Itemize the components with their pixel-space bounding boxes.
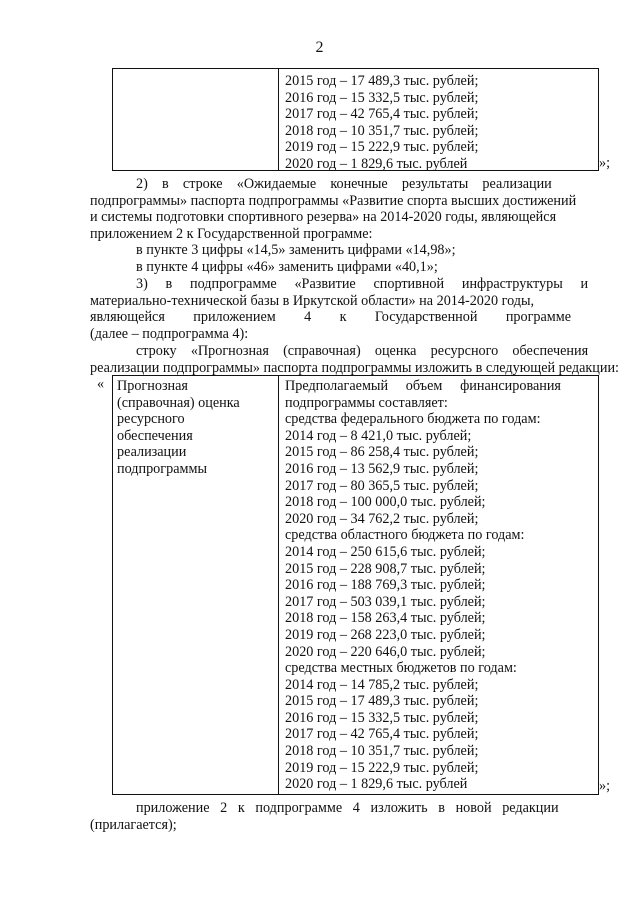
paragraph-line: 2) в строке «Ожидаемые конечные результаты реализации [136,176,552,192]
paragraph-line: в пункте 4 цифры «46» заменить цифрами «40,1»; [136,258,438,275]
table-line: 2018 год – 158 263,4 тыс. рублей; [285,610,486,627]
table-line: ресурсного [117,411,185,428]
paragraph-line: приложением 2 к Государственной программе: [90,225,373,242]
table-line: обеспечения [117,427,193,444]
table-line: 2014 год – 14 785,2 тыс. рублей; [285,676,479,693]
table-column-divider [278,376,279,794]
paragraph-line: материально-технической базы в Иркутской области» на 2014-2020 годы, [90,292,535,309]
paragraph-line: в пункте 3 цифры «14,5» заменить цифрами «14,98»; [136,242,456,259]
paragraph-item-3 [90,276,612,342]
paragraph-line: строку «Прогнозная (справочная) оценка ресурсного обеспечения [136,343,589,359]
table-line: подпрограммы [117,460,207,477]
table-line: 2017 год – 503 039,1 тыс. рублей; [285,593,486,610]
table-line: (справочная) оценка [117,394,240,411]
table-line: 2015 год – 17 489,3 тыс. рублей; [285,73,479,89]
closing-quote: »; [599,155,611,171]
table-line: 2015 год – 228 908,7 тыс. рублей; [285,560,486,577]
table-column-divider [278,69,279,170]
paragraph-row-intro [90,343,619,376]
table-cell-label [117,378,272,478]
paragraph-line: 3) в подпрограмме «Развитие спортивной инфраструктуры и [136,276,589,292]
paragraph-item-2 [90,176,612,276]
table-line: подпрограммы составляет: [285,394,448,411]
page-number: 2 [315,39,324,56]
resource-table [112,375,599,795]
table-line: 2014 год – 8 421,0 тыс. рублей; [285,427,472,444]
table-line: 2017 год – 42 765,4 тыс. рублей; [285,106,479,123]
table-line: 2015 год – 86 258,4 тыс. рублей; [285,444,479,461]
open-quote: « [97,376,105,392]
table-line: 2020 год – 34 762,2 тыс. рублей; [285,510,479,527]
table-line: 2017 год – 80 365,5 тыс. рублей; [285,477,479,494]
table-line: 2020 год – 1 829,6 тыс. рублей [285,155,468,172]
table-line: реализации [117,444,187,461]
table-line: 2019 год – 15 222,9 тыс. рублей; [285,759,479,776]
paragraph-final [90,800,612,833]
table-line: 2019 год – 15 222,9 тыс. рублей; [285,139,479,156]
paragraph-line: подпрограммы» паспорта подпрограммы «Развитие спорта высших достижений [90,192,577,209]
table-line: 2016 год – 13 562,9 тыс. рублей; [285,460,479,477]
table-line: 2014 год – 250 615,6 тыс. рублей; [285,543,486,560]
paragraph-line: реализации подпрограммы» паспорта подпрограммы изложить в следующей редакции: [90,359,619,376]
table-line: средства местных бюджетов по годам: [285,660,517,677]
table-line: 2016 год – 15 332,5 тыс. рублей; [285,89,479,106]
table-line: 2017 год – 42 765,4 тыс. рублей; [285,726,479,743]
table-cell-financing [285,73,595,173]
paragraph-line: (прилагается); [90,816,177,833]
closing-quote: »; [599,778,611,794]
table-line: 2015 год – 17 489,3 тыс. рублей; [285,693,479,710]
financing-table-fragment [112,68,599,171]
table-line: 2019 год – 268 223,0 тыс. рублей; [285,626,486,643]
table-line: 2018 год – 100 000,0 тыс. рублей; [285,494,486,511]
table-line: 2020 год – 1 829,6 тыс. рублей [285,776,468,793]
table-line: средства федерального бюджета по годам: [285,411,541,428]
table-line: 2018 год – 10 351,7 тыс. рублей; [285,743,479,760]
paragraph-line: являющейся приложением 4 к Государственной программе [90,309,572,326]
table-line: 2016 год – 15 332,5 тыс. рублей; [285,709,479,726]
paragraph-line: приложение 2 к подпрограмме 4 изложить в новой редакции [136,800,559,816]
table-line: 2018 год – 10 351,7 тыс. рублей; [285,122,479,139]
table-line: Прогнозная [117,378,188,394]
table-line: 2020 год – 220 646,0 тыс. рублей; [285,643,486,660]
table-cell-financing [285,378,595,793]
table-line: Предполагаемый объем финансирования [285,378,561,394]
table-line: 2016 год – 188 769,3 тыс. рублей; [285,577,486,594]
paragraph-line: и системы подготовки спортивного резерва» на 2014-2020 годы, являющейся [90,209,557,226]
paragraph-line: (далее – подпрограмма 4): [90,325,249,342]
table-line: средства областного бюджета по годам: [285,527,525,544]
